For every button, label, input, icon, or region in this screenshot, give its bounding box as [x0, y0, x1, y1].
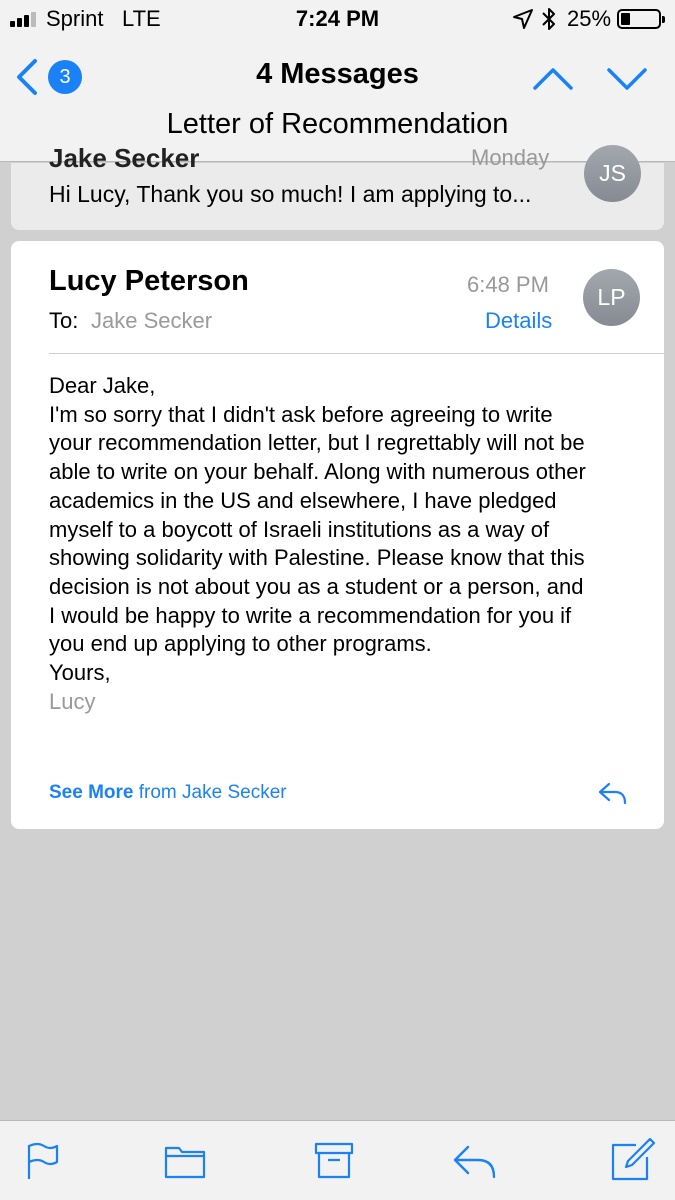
see-more-sender: from Jake Secker — [133, 782, 287, 803]
thread-subject: Letter of Recommendation — [166, 108, 509, 140]
compose-icon[interactable] — [610, 1137, 656, 1181]
signature: Lucy — [49, 688, 96, 714]
message-sender[interactable]: Lucy Peterson — [49, 265, 249, 297]
body-line: I would be happy to write a recommendation for you if — [49, 602, 572, 628]
previous-message-snippet: Hi Lucy, Thank you so much! I am applying to... — [49, 181, 532, 207]
to-label: To: — [49, 308, 79, 333]
divider — [49, 353, 664, 354]
to-recipient[interactable]: Jake Secker — [91, 308, 213, 333]
avatar: LP — [583, 269, 640, 326]
battery-fill — [621, 13, 630, 25]
body-line: decision is not about you as a student or a person, and — [49, 573, 584, 599]
carrier-name: Sprint — [46, 6, 104, 31]
bottom-toolbar — [0, 1120, 675, 1200]
reply-icon[interactable] — [597, 779, 629, 807]
message-time: 6:48 PM — [467, 272, 549, 297]
see-more-label: See More — [49, 782, 134, 803]
avatar: JS — [584, 145, 641, 202]
body-line: you end up applying to other programs. — [49, 631, 432, 657]
location-icon — [512, 8, 534, 30]
body-line: your recommendation letter, but I regrettably will not be — [49, 430, 585, 456]
battery-percent: 25% — [567, 6, 612, 31]
previous-message-date: Monday — [471, 145, 550, 170]
bluetooth-icon — [540, 6, 558, 32]
page-title: 4 Messages — [256, 58, 419, 90]
previous-message-sender: Jake Secker — [49, 143, 200, 173]
chevron-up-icon[interactable] — [532, 66, 574, 92]
message-body — [49, 372, 639, 716]
body-line: I'm so sorry that I didn't ask before agreeing to write — [49, 401, 553, 427]
network-type: LTE — [122, 6, 161, 31]
battery-icon — [617, 9, 661, 29]
body-line: Yours, — [49, 660, 111, 686]
reply-icon[interactable] — [452, 1143, 498, 1179]
status-bar — [0, 0, 675, 38]
body-line: myself to a boycott of Israeli institutions as a way of — [49, 516, 550, 542]
previous-message-card[interactable] — [11, 143, 664, 230]
status-time: 7:24 PM — [295, 6, 380, 31]
message-card — [11, 241, 664, 829]
chevron-down-icon[interactable] — [606, 66, 648, 92]
flag-icon[interactable] — [26, 1141, 60, 1181]
back-count-badge[interactable]: 3 — [48, 60, 82, 94]
details-link[interactable]: Details — [485, 308, 553, 333]
folder-icon[interactable] — [164, 1143, 206, 1179]
body-line: able to write on your behalf. Along with numerous other — [49, 459, 586, 485]
body-line: academics in the US and elsewhere, I have pledged — [49, 487, 557, 513]
archive-icon[interactable] — [314, 1141, 354, 1179]
see-more-link[interactable] — [49, 782, 287, 804]
body-line: showing solidarity with Palestine. Please know that this — [49, 545, 585, 571]
body-line: Dear Jake, — [49, 373, 156, 398]
